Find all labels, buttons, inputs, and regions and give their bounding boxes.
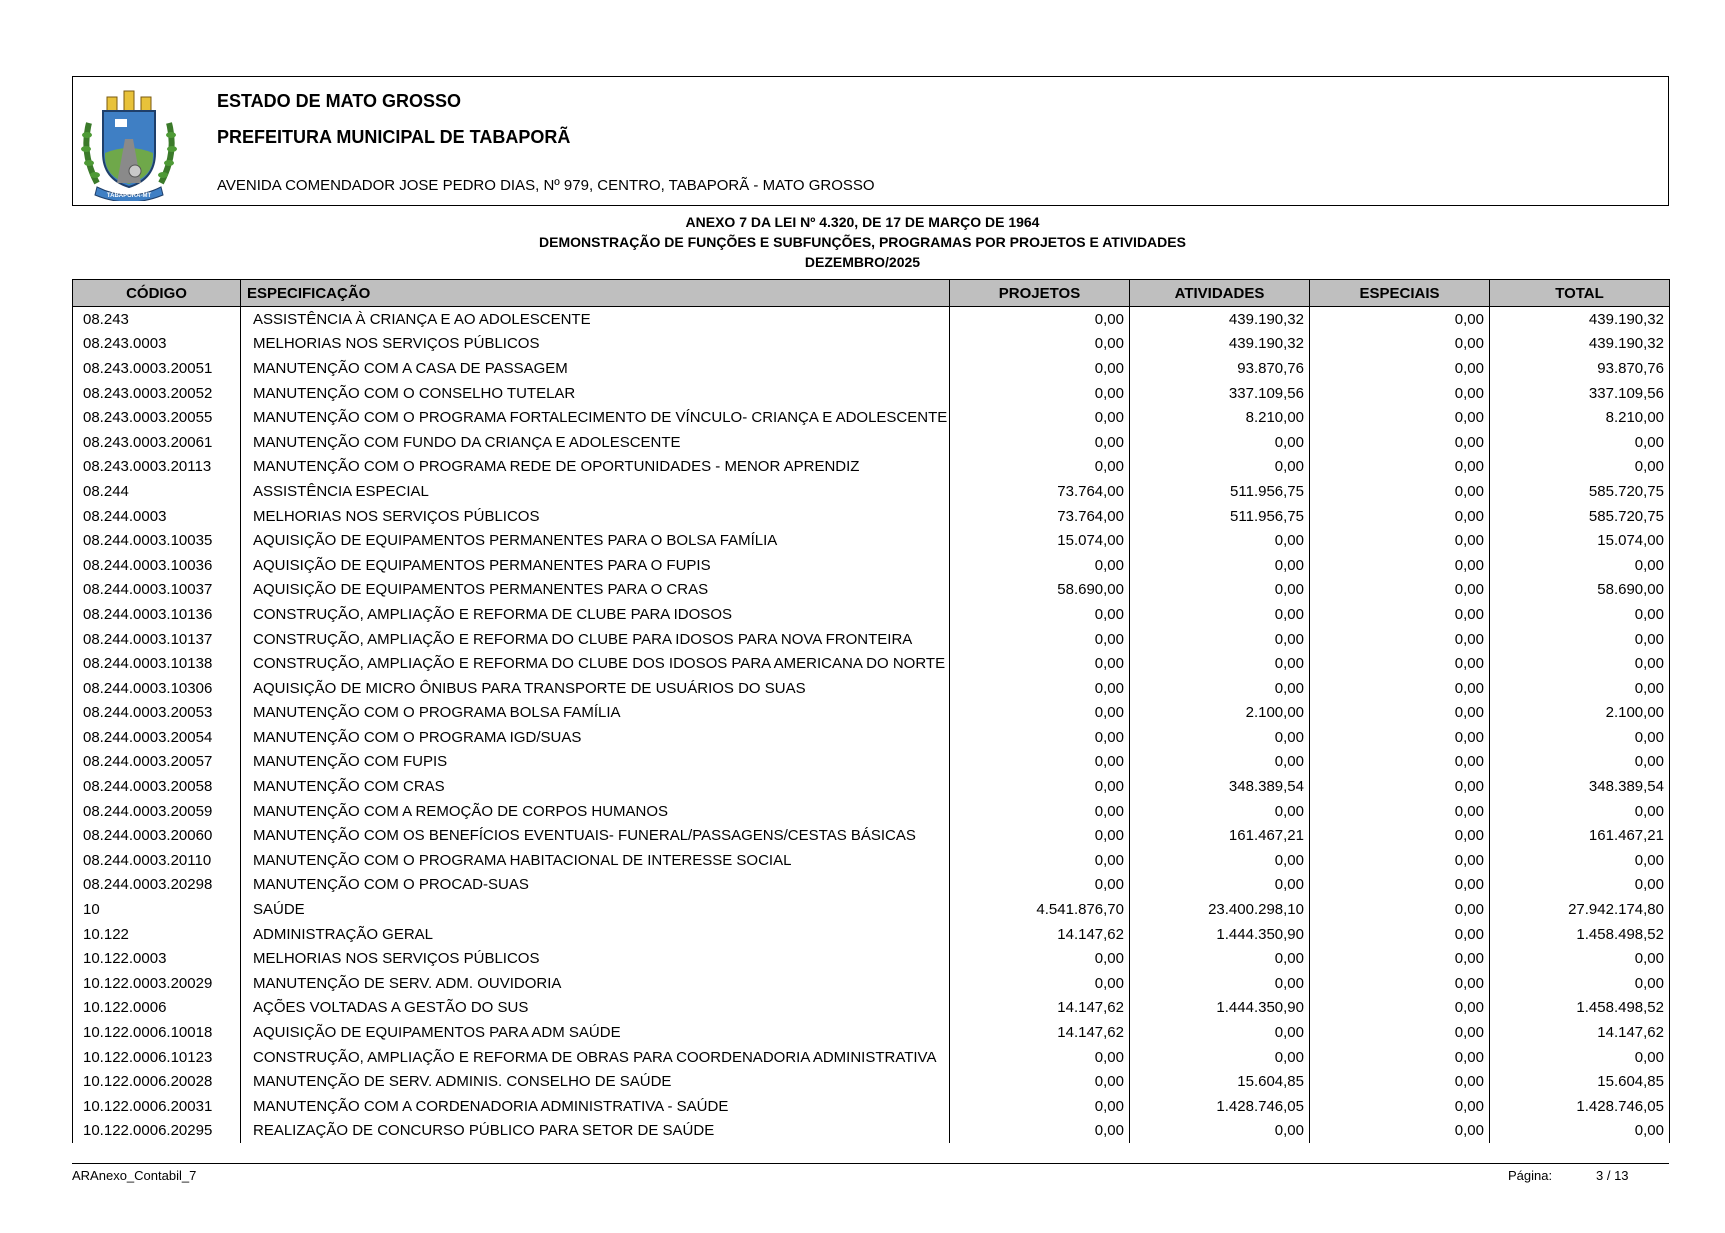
cell-projetos: 0,00 xyxy=(950,1094,1130,1119)
report-title-period: DEZEMBRO/2025 xyxy=(804,254,921,270)
cell-especificacao: AQUISIÇÃO DE EQUIPAMENTOS PERMANENTES PARA O BOLSA FAMÍLIA xyxy=(241,528,950,553)
cell-projetos: 0,00 xyxy=(950,356,1130,381)
cell-especiais: 0,00 xyxy=(1310,725,1490,750)
header-especificacao: ESPECIFICAÇÃO xyxy=(241,280,950,307)
table-row xyxy=(73,1094,1670,1119)
cell-total: 1.458.498,52 xyxy=(1490,996,1670,1021)
cell-projetos: 0,00 xyxy=(950,1119,1130,1144)
cell-codigo: 08.244.0003.10036 xyxy=(73,553,241,578)
cell-especiais: 0,00 xyxy=(1310,922,1490,947)
cell-total: 1.458.498,52 xyxy=(1490,922,1670,947)
cell-total: 0,00 xyxy=(1490,848,1670,873)
cell-atividades: 0,00 xyxy=(1130,971,1310,996)
table-row xyxy=(73,651,1670,676)
footer-page-label: Página: xyxy=(1508,1168,1553,1183)
cell-atividades: 0,00 xyxy=(1130,1119,1310,1144)
cell-especificacao: MANUTENÇÃO COM A CORDENADORIA ADMINISTRATIVA - SAÚDE xyxy=(241,1094,950,1119)
cell-total: 0,00 xyxy=(1490,799,1670,824)
cell-especiais: 0,00 xyxy=(1310,971,1490,996)
cell-projetos: 0,00 xyxy=(950,627,1130,652)
table-row xyxy=(73,750,1670,775)
cell-especiais: 0,00 xyxy=(1310,578,1490,603)
cell-atividades: 161.467,21 xyxy=(1130,823,1310,848)
cell-especificacao: MANUTENÇÃO COM FUNDO DA CRIANÇA E ADOLESCENTE xyxy=(241,430,950,455)
cell-codigo: 10.122.0006 xyxy=(73,996,241,1021)
cell-especificacao: MANUTENÇÃO COM O PROCAD-SUAS xyxy=(241,873,950,898)
footer-report-name: ARAnexo_Contabil_7 xyxy=(72,1168,197,1183)
cell-atividades: 0,00 xyxy=(1130,578,1310,603)
cell-atividades: 0,00 xyxy=(1130,799,1310,824)
cell-total: 27.942.174,80 xyxy=(1490,897,1670,922)
cell-projetos: 0,00 xyxy=(950,602,1130,627)
cell-especiais: 0,00 xyxy=(1310,946,1490,971)
cell-codigo: 08.243 xyxy=(73,307,241,332)
cell-especificacao: CONSTRUÇÃO, AMPLIAÇÃO E REFORMA DE OBRAS PARA COORDENADORIA ADMINISTRATIVA xyxy=(241,1045,950,1070)
cell-projetos: 0,00 xyxy=(950,799,1130,824)
cell-especiais: 0,00 xyxy=(1310,332,1490,357)
budget-table xyxy=(72,279,1670,1143)
cell-total: 439.190,32 xyxy=(1490,307,1670,332)
table-row xyxy=(73,1045,1670,1070)
cell-codigo: 10.122.0006.20031 xyxy=(73,1094,241,1119)
cell-especiais: 0,00 xyxy=(1310,430,1490,455)
cell-especificacao: MANUTENÇÃO COM O PROGRAMA HABITACIONAL DE INTERESSE SOCIAL xyxy=(241,848,950,873)
cell-codigo: 08.244 xyxy=(73,479,241,504)
cell-atividades: 23.400.298,10 xyxy=(1130,897,1310,922)
cell-especificacao: SAÚDE xyxy=(241,897,950,922)
table-row xyxy=(73,627,1670,652)
cell-codigo: 08.243.0003 xyxy=(73,332,241,357)
cell-total: 0,00 xyxy=(1490,873,1670,898)
cell-total: 0,00 xyxy=(1490,455,1670,480)
cell-codigo: 10.122.0006.10123 xyxy=(73,1045,241,1070)
cell-projetos: 0,00 xyxy=(950,455,1130,480)
cell-codigo: 10.122.0006.10018 xyxy=(73,1020,241,1045)
cell-especificacao: MELHORIAS NOS SERVIÇOS PÚBLICOS xyxy=(241,946,950,971)
cell-projetos: 0,00 xyxy=(950,651,1130,676)
table-row xyxy=(73,578,1670,603)
cell-especiais: 0,00 xyxy=(1310,1045,1490,1070)
cell-projetos: 14.147,62 xyxy=(950,922,1130,947)
cell-projetos: 0,00 xyxy=(950,430,1130,455)
cell-codigo: 08.243.0003.20061 xyxy=(73,430,241,455)
table-row xyxy=(73,725,1670,750)
cell-codigo: 08.243.0003.20051 xyxy=(73,356,241,381)
cell-codigo: 08.243.0003.20055 xyxy=(73,405,241,430)
cell-projetos: 58.690,00 xyxy=(950,578,1130,603)
cell-especificacao: MANUTENÇÃO COM OS BENEFÍCIOS EVENTUAIS- FUNERAL/PASSAGENS/CESTAS BÁSICAS xyxy=(241,823,950,848)
cell-especiais: 0,00 xyxy=(1310,1020,1490,1045)
cell-especificacao: MANUTENÇÃO COM O PROGRAMA BOLSA FAMÍLIA xyxy=(241,701,950,726)
cell-total: 161.467,21 xyxy=(1490,823,1670,848)
cell-atividades: 348.389,54 xyxy=(1130,774,1310,799)
cell-codigo: 10.122.0006.20295 xyxy=(73,1119,241,1144)
cell-atividades: 0,00 xyxy=(1130,553,1310,578)
cell-codigo: 08.244.0003.20058 xyxy=(73,774,241,799)
table-row xyxy=(73,922,1670,947)
report-titles xyxy=(0,212,1725,272)
cell-atividades: 8.210,00 xyxy=(1130,405,1310,430)
cell-atividades: 0,00 xyxy=(1130,455,1310,480)
table-row xyxy=(73,381,1670,406)
cell-atividades: 0,00 xyxy=(1130,528,1310,553)
table-row xyxy=(73,405,1670,430)
cell-projetos: 14.147,62 xyxy=(950,996,1130,1021)
header-atividades: ATIVIDADES xyxy=(1130,280,1310,307)
cell-total: 93.870,76 xyxy=(1490,356,1670,381)
cell-total: 337.109,56 xyxy=(1490,381,1670,406)
cell-especiais: 0,00 xyxy=(1310,873,1490,898)
cell-codigo: 10.122.0006.20028 xyxy=(73,1069,241,1094)
cell-especificacao: AQUISIÇÃO DE EQUIPAMENTOS PERMANENTES PARA O FUPIS xyxy=(241,553,950,578)
table-row xyxy=(73,701,1670,726)
cell-total: 585.720,75 xyxy=(1490,479,1670,504)
cell-especiais: 0,00 xyxy=(1310,750,1490,775)
cell-especiais: 0,00 xyxy=(1310,848,1490,873)
cell-total: 439.190,32 xyxy=(1490,332,1670,357)
cell-especiais: 0,00 xyxy=(1310,356,1490,381)
cell-especificacao: CONSTRUÇÃO, AMPLIAÇÃO E REFORMA DO CLUBE DOS IDOSOS PARA AMERICANA DO NORTE xyxy=(241,651,950,676)
table-row xyxy=(73,799,1670,824)
cell-atividades: 0,00 xyxy=(1130,1020,1310,1045)
cell-codigo: 08.244.0003.20053 xyxy=(73,701,241,726)
table-row xyxy=(73,897,1670,922)
cell-codigo: 08.244.0003.20054 xyxy=(73,725,241,750)
cell-codigo: 08.244.0003.10037 xyxy=(73,578,241,603)
cell-total: 0,00 xyxy=(1490,1045,1670,1070)
cell-codigo: 08.244.0003.20057 xyxy=(73,750,241,775)
cell-especificacao: MANUTENÇÃO DE SERV. ADMINIS. CONSELHO DE SAÚDE xyxy=(241,1069,950,1094)
cell-projetos: 0,00 xyxy=(950,381,1130,406)
cell-codigo: 10.122.0003 xyxy=(73,946,241,971)
cell-atividades: 0,00 xyxy=(1130,1045,1310,1070)
cell-atividades: 93.870,76 xyxy=(1130,356,1310,381)
crest-ribbon-text: TABAPORÃ-MT xyxy=(106,193,152,199)
cell-codigo: 08.244.0003.20110 xyxy=(73,848,241,873)
cell-projetos: 0,00 xyxy=(950,823,1130,848)
table-row xyxy=(73,602,1670,627)
cell-codigo: 08.244.0003.10138 xyxy=(73,651,241,676)
cell-total: 0,00 xyxy=(1490,946,1670,971)
table-row xyxy=(73,479,1670,504)
cell-atividades: 1.444.350,90 xyxy=(1130,922,1310,947)
cell-total: 0,00 xyxy=(1490,971,1670,996)
cell-projetos: 0,00 xyxy=(950,971,1130,996)
cell-especiais: 0,00 xyxy=(1310,799,1490,824)
table-row xyxy=(73,430,1670,455)
cell-codigo: 10 xyxy=(73,897,241,922)
cell-total: 1.428.746,05 xyxy=(1490,1094,1670,1119)
cell-atividades: 0,00 xyxy=(1130,725,1310,750)
table-row xyxy=(73,1069,1670,1094)
cell-total: 348.389,54 xyxy=(1490,774,1670,799)
cell-codigo: 08.244.0003.20060 xyxy=(73,823,241,848)
report-title-annex: ANEXO 7 DA LEI Nº 4.320, DE 17 DE MARÇO DE 1964 xyxy=(685,214,1040,230)
header-total: TOTAL xyxy=(1490,280,1670,307)
cell-projetos: 4.541.876,70 xyxy=(950,897,1130,922)
cell-especificacao: ASSISTÊNCIA À CRIANÇA E AO ADOLESCENTE xyxy=(241,307,950,332)
cell-especificacao: ASSISTÊNCIA ESPECIAL xyxy=(241,479,950,504)
cell-total: 58.690,00 xyxy=(1490,578,1670,603)
table-row xyxy=(73,774,1670,799)
cell-atividades: 0,00 xyxy=(1130,873,1310,898)
cell-total: 8.210,00 xyxy=(1490,405,1670,430)
cell-codigo: 08.243.0003.20052 xyxy=(73,381,241,406)
address: AVENIDA COMENDADOR JOSE PEDRO DIAS, Nº 979, CENTRO, TABAPORÃ - MATO GROSSO xyxy=(217,177,875,194)
cell-total: 0,00 xyxy=(1490,602,1670,627)
table-row xyxy=(73,332,1670,357)
cell-projetos: 0,00 xyxy=(950,1069,1130,1094)
cell-especiais: 0,00 xyxy=(1310,897,1490,922)
table-row xyxy=(73,504,1670,529)
cell-especiais: 0,00 xyxy=(1310,307,1490,332)
cell-projetos: 0,00 xyxy=(950,774,1130,799)
cell-especificacao: AQUISIÇÃO DE MICRO ÔNIBUS PARA TRANSPORTE DE USUÁRIOS DO SUAS xyxy=(241,676,950,701)
cell-total: 0,00 xyxy=(1490,676,1670,701)
header-codigo: CÓDIGO xyxy=(73,280,241,307)
cell-atividades: 2.100,00 xyxy=(1130,701,1310,726)
cell-projetos: 0,00 xyxy=(950,553,1130,578)
table-row xyxy=(73,848,1670,873)
state-name: ESTADO DE MATO GROSSO xyxy=(217,91,462,111)
cell-especiais: 0,00 xyxy=(1310,996,1490,1021)
cell-especificacao: CONSTRUÇÃO, AMPLIAÇÃO E REFORMA DE CLUBE PARA IDOSOS xyxy=(241,602,950,627)
header-box xyxy=(72,76,1669,206)
footer-page-number: 3 / 13 xyxy=(1596,1168,1629,1183)
cell-projetos: 15.074,00 xyxy=(950,528,1130,553)
cell-especiais: 0,00 xyxy=(1310,823,1490,848)
cell-atividades: 1.444.350,90 xyxy=(1130,996,1310,1021)
cell-especificacao: AÇÕES VOLTADAS A GESTÃO DO SUS xyxy=(241,996,950,1021)
cell-atividades: 0,00 xyxy=(1130,676,1310,701)
cell-atividades: 0,00 xyxy=(1130,627,1310,652)
cell-atividades: 0,00 xyxy=(1130,750,1310,775)
cell-especiais: 0,00 xyxy=(1310,1094,1490,1119)
cell-especificacao: CONSTRUÇÃO, AMPLIAÇÃO E REFORMA DO CLUBE PARA IDOSOS PARA NOVA FRONTEIRA xyxy=(241,627,950,652)
cell-especiais: 0,00 xyxy=(1310,504,1490,529)
table-header-row xyxy=(73,280,1670,307)
cell-especificacao: ADMINISTRAÇÃO GERAL xyxy=(241,922,950,947)
cell-especificacao: MANUTENÇÃO DE SERV. ADM. OUVIDORIA xyxy=(241,971,950,996)
table-row xyxy=(73,553,1670,578)
cell-atividades: 0,00 xyxy=(1130,602,1310,627)
cell-projetos: 0,00 xyxy=(950,701,1130,726)
cell-especificacao: AQUISIÇÃO DE EQUIPAMENTOS PARA ADM SAÚDE xyxy=(241,1020,950,1045)
cell-especificacao: REALIZAÇÃO DE CONCURSO PÚBLICO PARA SETOR DE SAÚDE xyxy=(241,1119,950,1144)
footer-divider xyxy=(72,1163,1669,1164)
cell-codigo: 08.244.0003 xyxy=(73,504,241,529)
cell-projetos: 14.147,62 xyxy=(950,1020,1130,1045)
cell-atividades: 439.190,32 xyxy=(1130,332,1310,357)
cell-codigo: 08.244.0003.20059 xyxy=(73,799,241,824)
table-row xyxy=(73,356,1670,381)
cell-atividades: 0,00 xyxy=(1130,848,1310,873)
table-row xyxy=(73,1119,1670,1144)
table-row xyxy=(73,676,1670,701)
cell-projetos: 0,00 xyxy=(950,725,1130,750)
cell-atividades: 511.956,75 xyxy=(1130,504,1310,529)
cell-especiais: 0,00 xyxy=(1310,627,1490,652)
table-row xyxy=(73,996,1670,1021)
cell-codigo: 08.243.0003.20113 xyxy=(73,455,241,480)
cell-especiais: 0,00 xyxy=(1310,676,1490,701)
cell-total: 0,00 xyxy=(1490,750,1670,775)
cell-total: 0,00 xyxy=(1490,553,1670,578)
cell-atividades: 337.109,56 xyxy=(1130,381,1310,406)
table-row xyxy=(73,1020,1670,1045)
cell-atividades: 0,00 xyxy=(1130,946,1310,971)
cell-especificacao: MANUTENÇÃO COM O PROGRAMA FORTALECIMENTO DE VÍNCULO- CRIANÇA E ADOLESCENTE xyxy=(241,405,950,430)
cell-especiais: 0,00 xyxy=(1310,553,1490,578)
cell-atividades: 1.428.746,05 xyxy=(1130,1094,1310,1119)
cell-especiais: 0,00 xyxy=(1310,528,1490,553)
cell-projetos: 0,00 xyxy=(950,1045,1130,1070)
cell-especificacao: MELHORIAS NOS SERVIÇOS PÚBLICOS xyxy=(241,332,950,357)
municipal-crest-icon xyxy=(79,83,179,201)
cell-especiais: 0,00 xyxy=(1310,479,1490,504)
cell-especiais: 0,00 xyxy=(1310,405,1490,430)
cell-especiais: 0,00 xyxy=(1310,455,1490,480)
table-row xyxy=(73,823,1670,848)
cell-codigo: 10.122.0003.20029 xyxy=(73,971,241,996)
cell-especificacao: MANUTENÇÃO COM A CASA DE PASSAGEM xyxy=(241,356,950,381)
cell-projetos: 0,00 xyxy=(950,873,1130,898)
table-row xyxy=(73,971,1670,996)
cell-codigo: 08.244.0003.20298 xyxy=(73,873,241,898)
cell-projetos: 0,00 xyxy=(950,405,1130,430)
cell-total: 0,00 xyxy=(1490,627,1670,652)
prefecture-name: PREFEITURA MUNICIPAL DE TABAPORÃ xyxy=(217,127,571,147)
cell-total: 0,00 xyxy=(1490,1119,1670,1144)
cell-total: 585.720,75 xyxy=(1490,504,1670,529)
header-especiais: ESPECIAIS xyxy=(1310,280,1490,307)
table-body xyxy=(73,307,1670,1144)
cell-atividades: 439.190,32 xyxy=(1130,307,1310,332)
table-row xyxy=(73,455,1670,480)
cell-atividades: 0,00 xyxy=(1130,651,1310,676)
cell-atividades: 511.956,75 xyxy=(1130,479,1310,504)
cell-total: 0,00 xyxy=(1490,651,1670,676)
cell-codigo: 08.244.0003.10137 xyxy=(73,627,241,652)
cell-projetos: 0,00 xyxy=(950,848,1130,873)
cell-total: 0,00 xyxy=(1490,725,1670,750)
cell-projetos: 0,00 xyxy=(950,946,1130,971)
cell-total: 14.147,62 xyxy=(1490,1020,1670,1045)
cell-projetos: 0,00 xyxy=(950,676,1130,701)
cell-codigo: 08.244.0003.10035 xyxy=(73,528,241,553)
cell-total: 15.604,85 xyxy=(1490,1069,1670,1094)
cell-projetos: 0,00 xyxy=(950,750,1130,775)
cell-especificacao: MANUTENÇÃO COM FUPIS xyxy=(241,750,950,775)
cell-codigo: 08.244.0003.10306 xyxy=(73,676,241,701)
cell-codigo: 08.244.0003.10136 xyxy=(73,602,241,627)
cell-projetos: 73.764,00 xyxy=(950,479,1130,504)
cell-total: 15.074,00 xyxy=(1490,528,1670,553)
table-row xyxy=(73,307,1670,332)
cell-especificacao: MANUTENÇÃO COM CRAS xyxy=(241,774,950,799)
cell-codigo: 10.122 xyxy=(73,922,241,947)
cell-atividades: 0,00 xyxy=(1130,430,1310,455)
cell-especiais: 0,00 xyxy=(1310,774,1490,799)
cell-especiais: 0,00 xyxy=(1310,701,1490,726)
cell-atividades: 15.604,85 xyxy=(1130,1069,1310,1094)
cell-projetos: 0,00 xyxy=(950,332,1130,357)
table-row xyxy=(73,946,1670,971)
cell-especificacao: MANUTENÇÃO COM O PROGRAMA REDE DE OPORTUNIDADES - MENOR APRENDIZ xyxy=(241,455,950,480)
table-row xyxy=(73,873,1670,898)
report-title-description: DEMONSTRAÇÃO DE FUNÇÕES E SUBFUNÇÕES, PROGRAMAS POR PROJETOS E ATIVIDADES xyxy=(539,234,1186,250)
cell-projetos: 73.764,00 xyxy=(950,504,1130,529)
header-projetos: PROJETOS xyxy=(950,280,1130,307)
cell-especiais: 0,00 xyxy=(1310,1069,1490,1094)
cell-especiais: 0,00 xyxy=(1310,381,1490,406)
cell-especificacao: MELHORIAS NOS SERVIÇOS PÚBLICOS xyxy=(241,504,950,529)
cell-especiais: 0,00 xyxy=(1310,602,1490,627)
cell-total: 0,00 xyxy=(1490,430,1670,455)
cell-projetos: 0,00 xyxy=(950,307,1130,332)
cell-especiais: 0,00 xyxy=(1310,1119,1490,1144)
cell-especificacao: MANUTENÇÃO COM A REMOÇÃO DE CORPOS HUMANOS xyxy=(241,799,950,824)
cell-especificacao: MANUTENÇÃO COM O CONSELHO TUTELAR xyxy=(241,381,950,406)
cell-especificacao: AQUISIÇÃO DE EQUIPAMENTOS PERMANENTES PARA O CRAS xyxy=(241,578,950,603)
cell-especificacao: MANUTENÇÃO COM O PROGRAMA IGD/SUAS xyxy=(241,725,950,750)
cell-total: 2.100,00 xyxy=(1490,701,1670,726)
table-row xyxy=(73,528,1670,553)
cell-especiais: 0,00 xyxy=(1310,651,1490,676)
